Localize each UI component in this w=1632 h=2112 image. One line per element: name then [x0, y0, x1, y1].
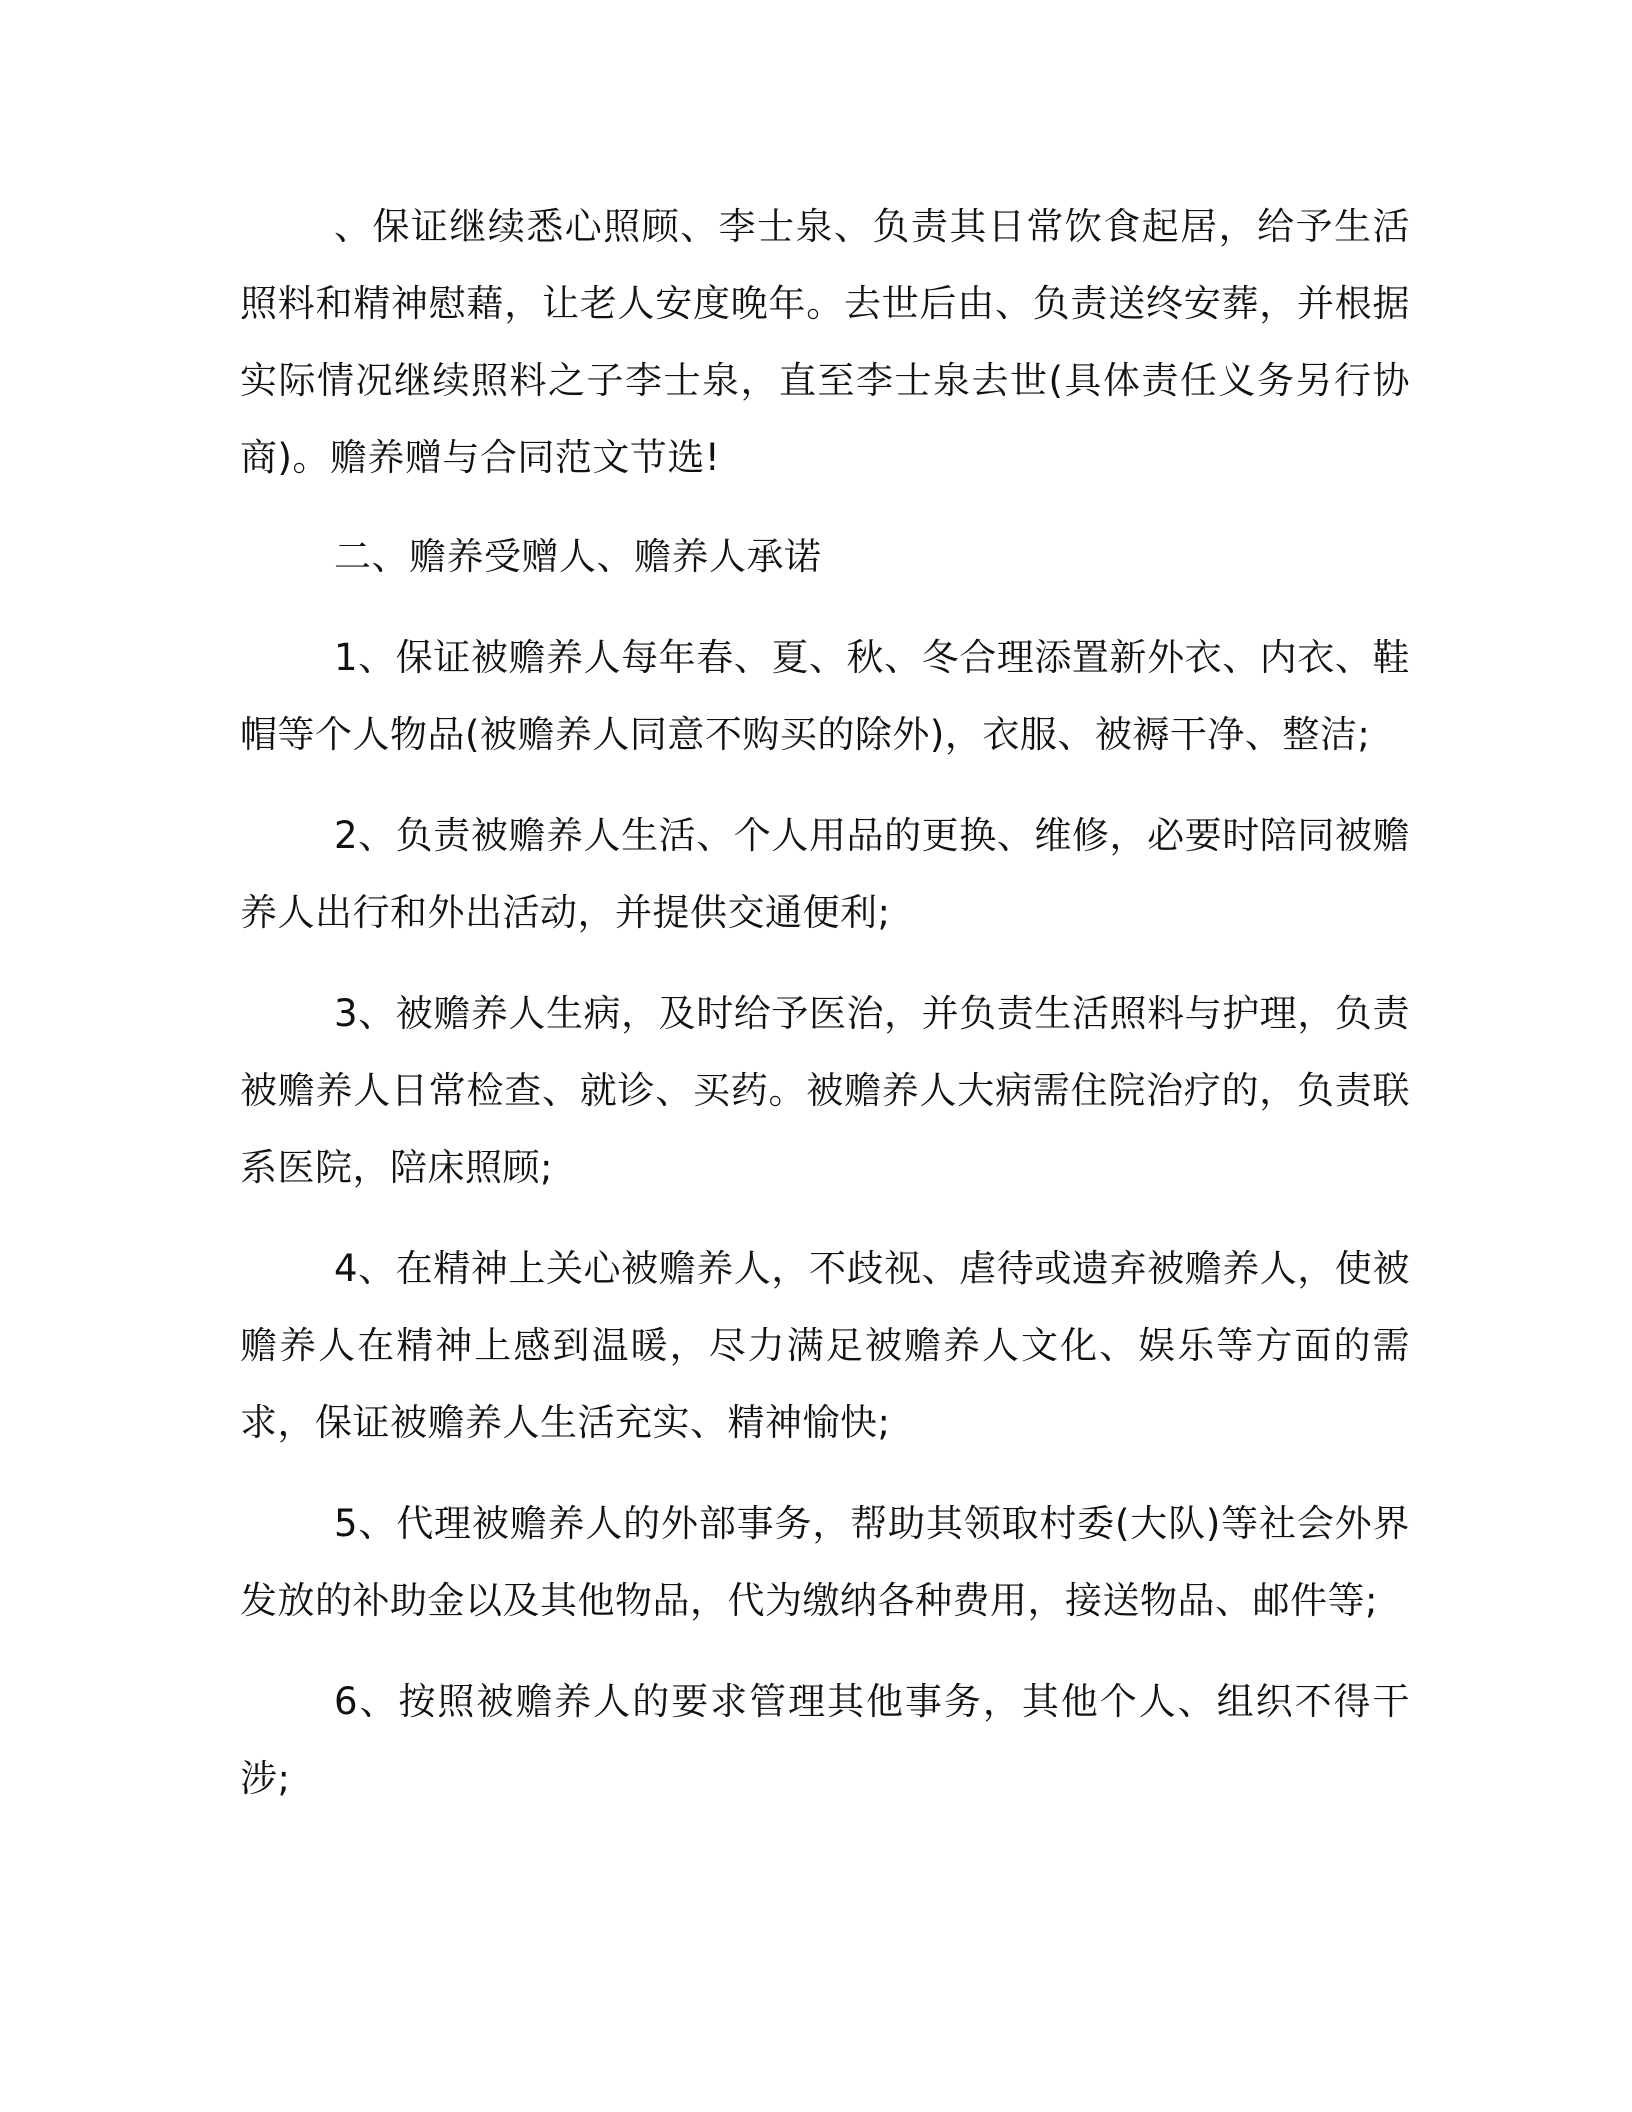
document-body — [240, 188, 1410, 1817]
section-heading-commitments: 二、赡养受赠人、赡养人承诺 — [334, 535, 822, 578]
paragraph-item-4: 4、在精神上关心被赡养人，不歧视、虐待或遗弃被赡养人，使被赡养人在精神上感到温暖，尽力满足被赡养人文化、娱乐等方面的需求，保证被赡养人生活充实、精神愉快; — [240, 1247, 1410, 1444]
paragraph-item-5: 5、代理被赡养人的外部事务，帮助其领取村委(大队)等社会外界发放的补助金以及其他物品，代为缴纳各种费用，接送物品、邮件等; — [240, 1502, 1410, 1622]
paragraph-item-6: 6、按照被赡养人的要求管理其他事务，其他个人、组织不得干涉; — [240, 1680, 1410, 1800]
paragraph-item-2: 2、负责被赡养人生活、个人用品的更换、维修，必要时陪同被赡养人出行和外出活动，并提供交通便利; — [240, 814, 1410, 934]
paragraph-item-3: 3、被赡养人生病，及时给予医治，并负责生活照料与护理，负责被赡养人日常检查、就诊、买药。被赡养人大病需住院治疗的，负责联系医院，陪床照顾; — [240, 992, 1410, 1189]
paragraph-care-obligation: 、保证继续悉心照顾、李士泉、负责其日常饮食起居，给予生活照料和精神慰藉，让老人安度晚年。去世后由、负责送终安葬，并根据实际情况继续照料之子李士泉，直至李士泉去世(具体责任义务另行协商)。赡养赠与合同范文节选! — [240, 205, 1410, 479]
paragraph-item-1: 1、保证被赡养人每年春、夏、秋、冬合理添置新外衣、内衣、鞋帽等个人物品(被赡养人同意不购买的除外)，衣服、被褥干净、整洁; — [240, 636, 1410, 756]
